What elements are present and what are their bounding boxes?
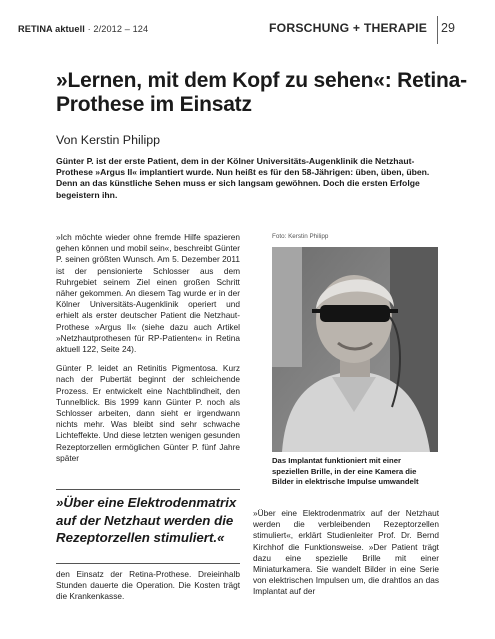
page-number: 29 — [441, 21, 455, 35]
pull-quote: »Über eine Elektrodenmatrix auf der Netzhaut werden die Rezeptorzellen stimuliert.« — [56, 495, 237, 545]
portrait-photo-icon — [272, 247, 438, 452]
column-right — [253, 508, 439, 606]
paragraph: Günter P. leidet an Retinitis Pigmentosa. Kurz nach der Pubertät beginnt der schleichende Prozess. Er entwickelt eine Nachtblindheit, den Tunnelblick. Bis 1999 kann Günter P. noch als Schlosser arbeiten, dann sieht er irgendwann nichts mehr. Was bleibt sind sehr schwache Lichteffekte. Und diese letzten wenigen gesunden Rezeptorzellen ermöglichen Günter P. fünf Jahre später — [56, 363, 240, 463]
header-divider — [437, 16, 438, 44]
section-label: FORSCHUNG + THERAPIE — [269, 21, 428, 35]
article-title: »Lernen, mit dem Kopf zu sehen«: Retina-Prothese im Einsatz — [56, 69, 467, 116]
running-header — [18, 24, 148, 34]
paragraph: den Einsatz der Retina-Prothese. Dreieinhalb Stunden dauerte die Operation. Die Kosten trägt die Krankenkasse. — [56, 569, 240, 602]
photo-credit: Foto: Kerstin Philipp — [272, 233, 329, 240]
pull-quote-rule-top — [56, 489, 240, 490]
issue-info: · 2/2012 – 124 — [84, 24, 149, 34]
pull-quote-rule-bottom — [56, 563, 240, 564]
patient-photo — [272, 247, 438, 452]
column-left — [56, 232, 240, 472]
column-left-continued — [56, 569, 240, 611]
magazine-name: RETINA aktuell — [18, 24, 85, 34]
article-lead: Günter P. ist der erste Patient, dem in der Kölner Universitäts-Augenklinik die Netzhaut-Prothese »Argus II« implantiert wurde. Nun heißt es für den 58-Jährigen: üben, üben, üben. Denn an das künstliche Sehen muss er sich langsam gewöhnen. Doch die ersten Erfolge begeistern ihn. — [56, 156, 430, 200]
paragraph: »Über eine Elektrodenmatrix auf der Netzhaut werden die verbleibenden Rezeptorzellen stimuliert«, erklärt Studienleiter Prof. Dr. Bernd Kirchhof die Funktionsweise. »Der Patient trägt dazu eine spezielle Brille mit einer Miniaturkamera. Sie wandelt Bilder in eine Serie von elektrischen Impulsen um, die drahtlos an das Implantat auf der — [253, 508, 439, 597]
paragraph: »Ich möchte wieder ohne fremde Hilfe spazieren gehen können und mobil sein«, beschreibt Günter P. seinen größten Wunsch. Am 5. Dezember 2011 ist der pensionierte Schlosser aus dem Ruhrgebiet seinem Ziel einen großen Schritt näher gekommen. An diesem Tag wurde er in der Kölner Universitäts-Augenklinik operiert und erhielt als erster deutscher Patient die Netzhaut-Prothese »Argus II« (siehe dazu auch Artikel »Netzhautprothesen für RP-Patienten« in Retina aktuell 122, Seite 24). — [56, 232, 240, 355]
photo-caption: Das Implantat funktioniert mit einer speziellen Brille, in der eine Kamera die Bilder in elektrische Impulse umwandelt — [272, 456, 419, 487]
article-author: Von Kerstin Philipp — [56, 133, 161, 147]
